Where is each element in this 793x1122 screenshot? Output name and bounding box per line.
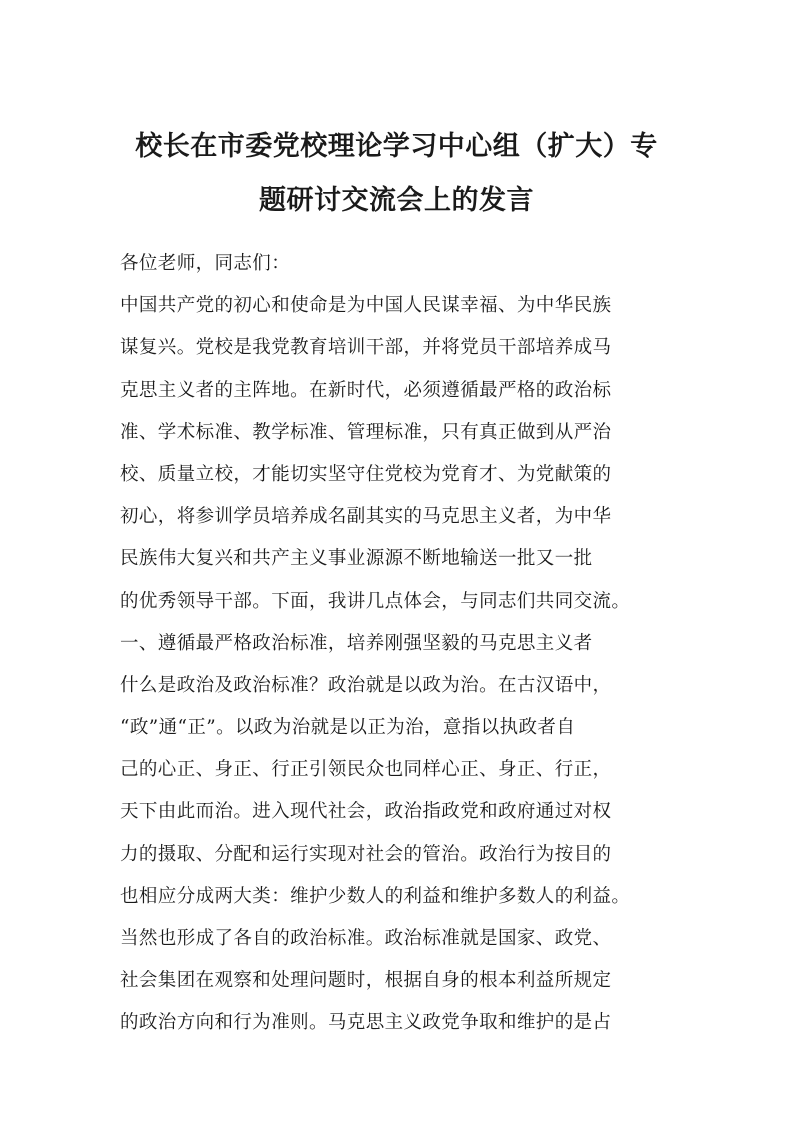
paragraph-line: 社会集团在观察和处理问题时，根据自身的根本利益所规定 xyxy=(120,970,612,992)
paragraph-line: “政”通“正”。以政为治就是以正为治，意指以执政者自 xyxy=(120,717,576,739)
paragraph-line: 的政治方向和行为准则。马克思主义政党争取和维护的是占 xyxy=(120,1012,612,1034)
paragraph-line: 己的心正、身正、行正引领民众也同样心正、身正、行正， xyxy=(120,759,612,781)
paragraph-line: 天下由此而治。进入现代社会，政治指政党和政府通过对权 xyxy=(120,801,612,823)
title-line: 题研讨交流会上的发言 xyxy=(259,185,534,216)
paragraph-line: 民族伟大复兴和共产主义事业源源不断地输送一批又一批 xyxy=(120,548,593,570)
paragraph-line: 谋复兴。党校是我党教育培训干部，并将党员干部培养成马 xyxy=(120,337,612,359)
paragraph-line: 克思主义者的主阵地。在新时代，必须遵循最严格的政治标 xyxy=(120,379,612,401)
paragraph-line: 初心，将参训学员培养成名副其实的马克思主义者，为中华 xyxy=(120,506,612,528)
paragraph-line: 也相应分成两大类：维护少数人的利益和维护多数人的利益。 xyxy=(120,885,631,907)
paragraph-line: 力的摄取、分配和运行实现对社会的管治。政治行为按目的 xyxy=(120,843,612,865)
paragraph-line: 准、学术标准、教学标准、管理标准，只有真正做到从严治 xyxy=(120,421,612,443)
paragraph-line: 什么是政治及政治标准？政治就是以政为治。在古汉语中， xyxy=(120,674,612,696)
paragraph-line: 中国共产党的初心和使命是为中国人民谋幸福、为中华民族 xyxy=(120,295,612,317)
document-body xyxy=(120,243,690,1045)
title-line: 校长在市委党校理论学习中心组（扩大）专 xyxy=(135,131,658,162)
paragraph-line: 校、质量立校，才能切实坚守住党校为党育才、为党献策的 xyxy=(120,463,612,485)
salutation: 各位老师，同志们： xyxy=(120,253,291,274)
section-heading: 一、遵循最严格政治标准，培养刚强坚毅的马克思主义者 xyxy=(120,632,593,654)
document-title xyxy=(95,120,698,228)
paragraph-line: 当然也形成了各自的政治标准。政治标准就是国家、政党、 xyxy=(120,928,612,949)
paragraph-line: 的优秀领导干部。下面，我讲几点体会，与同志们共同交流。 xyxy=(120,590,631,612)
